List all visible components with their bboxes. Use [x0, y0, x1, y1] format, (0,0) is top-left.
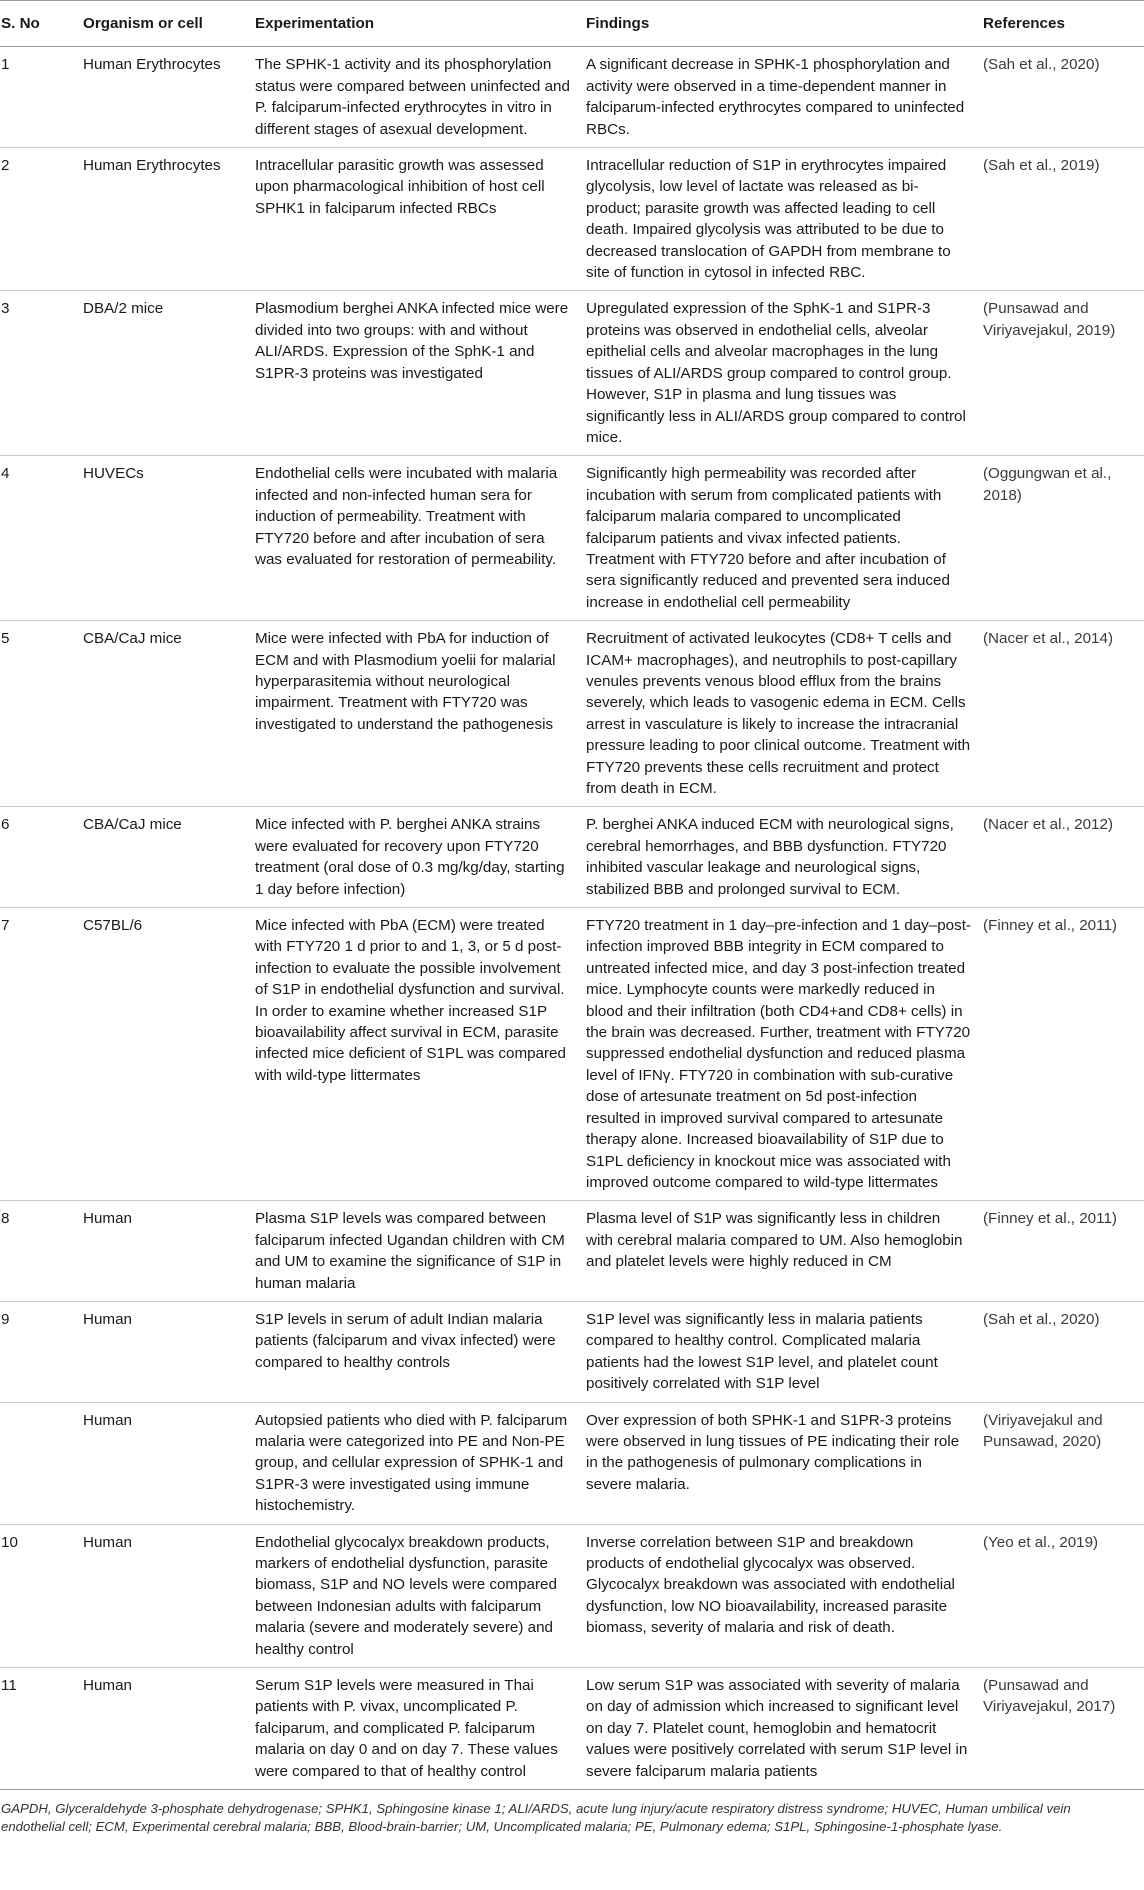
- cell-findings: FTY720 treatment in 1 day–pre-infection and 1 day–post-infection improved BBB integrity in ECM compared to untreated infected mice, and day 3 post-infection treated mice. Lymphocyte counts were markedly reduced in blood and their infiltration (both CD4+and CD8+ cells) in the brain was decreased. Further, treatment with FTY720 suppressed endothelial dysfunction and reduced plasma level of IFNγ. FTY720 in combination with sub-curative dose of artesunate treatment on 5d post-infection resulted in improved survival compared to artesunate therapy alone. Increased bioavailability of S1P due to S1PL deficiency in knockout mice was associated with improved outcome compared to wild-type littermates: [586, 908, 983, 1201]
- cell-organism: CBA/CaJ mice: [83, 807, 255, 908]
- cell-findings: Recruitment of activated leukocytes (CD8+ T cells and ICAM+ macrophages), and neutrophils to post-capillary venules prevents venous blood efflux from the brains severely, which leads to vasogenic edema in ECM. Cells arrest in vasculature is likely to increase the intracranial pressure leading to poor clinical outcome. Treatment with FTY720 prevents these cells recruitment and protect from death in ECM.: [586, 621, 983, 807]
- table-row: [0, 807, 1144, 908]
- cell-reference: (Oggungwan et al., 2018): [983, 456, 1144, 621]
- cell-reference: (Sah et al., 2020): [983, 47, 1144, 148]
- cell-organism: HUVECs: [83, 456, 255, 621]
- header-findings: Findings: [586, 1, 983, 47]
- cell-sno: 10: [0, 1524, 83, 1667]
- cell-reference: (Yeo et al., 2019): [983, 1524, 1144, 1667]
- cell-findings: Low serum S1P was associated with severity of malaria on day of admission which increased to significant level on day 7. Platelet count, hemoglobin and hematocrit values were positively correlated with serum S1P level in severe falciparum malaria patients: [586, 1668, 983, 1790]
- cell-experimentation: The SPHK-1 activity and its phosphorylation status were compared between uninfected and P. falciparum-infected erythrocytes in vitro in different stages of asexual development.: [255, 47, 586, 148]
- cell-findings: Upregulated expression of the SphK-1 and S1PR-3 proteins was observed in endothelial cells, alveolar epithelial cells and alveolar macrophages in the lung tissues of ALI/ARDS group compared to control group. However, S1P in plasma and lung tissues was significantly less in ALI/ARDS group compared to control mice.: [586, 291, 983, 456]
- table-row: [0, 1402, 1144, 1524]
- cell-reference: (Nacer et al., 2014): [983, 621, 1144, 807]
- cell-reference: (Nacer et al., 2012): [983, 807, 1144, 908]
- table-footnote: GAPDH, Glyceraldehyde 3-phosphate dehydrogenase; SPHK1, Sphingosine kinase 1; ALI/ARDS, acute lung injury/acute respiratory distress syndrome; HUVEC, Human umbilical vein endothelial cell; ECM, Experimental cerebral malaria; BBB, Blood-brain-barrier; UM, Uncomplicated malaria; PE, Pulmonary edema; S1PL, Sphingosine-1-phosphate lyase.: [1, 1801, 1071, 1835]
- cell-findings: P. berghei ANKA induced ECM with neurological signs, cerebral hemorrhages, and BBB dysfunction. FTY720 inhibited vascular leakage and neurological signs, stabilized BBB and prolonged survival to ECM.: [586, 807, 983, 908]
- cell-experimentation: Plasmodium berghei ANKA infected mice were divided into two groups: with and without ALI/ARDS. Expression of the SphK-1 and S1PR-3 proteins was investigated: [255, 291, 586, 456]
- cell-experimentation: Autopsied patients who died with P. falciparum malaria were categorized into PE and Non-PE group, and cellular expression of SPHK-1 and S1PR-3 were investigated using immune histochemistry.: [255, 1402, 586, 1524]
- cell-organism: Human: [83, 1524, 255, 1667]
- cell-sno: 11: [0, 1668, 83, 1790]
- cell-organism: CBA/CaJ mice: [83, 621, 255, 807]
- cell-findings: Inverse correlation between S1P and breakdown products of endothelial glycocalyx was observed. Glycocalyx breakdown was associated with endothelial dysfunction, low NO bioavailability, increased parasite biomass, severity of malaria and risk of death.: [586, 1524, 983, 1667]
- cell-experimentation: Mice infected with PbA (ECM) were treated with FTY720 1 d prior to and 1, 3, or 5 d post-infection to evaluate the possible involvement of S1P in endothelial dysfunction and survival. In order to examine whether increased S1P bioavailability affect survival in ECM, parasite infected mice deficient of S1PL was compared with wild-type littermates: [255, 908, 586, 1201]
- cell-organism: Human: [83, 1668, 255, 1790]
- cell-sno: 5: [0, 621, 83, 807]
- cell-findings: Plasma level of S1P was significantly less in children with cerebral malaria compared to UM. Also hemoglobin and platelet levels were highly reduced in CM: [586, 1201, 983, 1302]
- cell-reference: (Sah et al., 2020): [983, 1301, 1144, 1402]
- cell-sno: 7: [0, 908, 83, 1201]
- cell-organism: C57BL/6: [83, 908, 255, 1201]
- cell-experimentation: Endothelial glycocalyx breakdown products, markers of endothelial dysfunction, parasite biomass, S1P and NO levels were compared between Indonesian adults with falciparum malaria (severe and moderately severe) and healthy control: [255, 1524, 586, 1667]
- table-row: [0, 1201, 1144, 1302]
- cell-organism: Human: [83, 1201, 255, 1302]
- table-row: [0, 1524, 1144, 1667]
- cell-experimentation: Endothelial cells were incubated with malaria infected and non-infected human sera for induction of permeability. Treatment with FTY720 before and after incubation of sera was evaluated for restoration of permeability.: [255, 456, 586, 621]
- cell-reference: (Sah et al., 2019): [983, 148, 1144, 291]
- cell-experimentation: Intracellular parasitic growth was assessed upon pharmacological inhibition of host cell SPHK1 in falciparum infected RBCs: [255, 148, 586, 291]
- header-references: References: [983, 1, 1144, 47]
- table-row: [0, 1668, 1144, 1790]
- cell-sno: 1: [0, 47, 83, 148]
- table-row: [0, 148, 1144, 291]
- header-organism: Organism or cell: [83, 1, 255, 47]
- cell-findings: Intracellular reduction of S1P in erythrocytes impaired glycolysis, low level of lactate was released as bi-product; parasite growth was affected leading to cell death. Impaired glycolysis was attributed to be due to decreased translocation of GAPDH from membrane to site of function in cytosol in infected RBC.: [586, 148, 983, 291]
- cell-findings: Over expression of both SPHK-1 and S1PR-3 proteins were observed in lung tissues of PE indicating their role in the pathogenesis of pulmonary complications in severe malaria.: [586, 1402, 983, 1524]
- table-row: [0, 456, 1144, 621]
- cell-reference: (Finney et al., 2011): [983, 1201, 1144, 1302]
- cell-findings: Significantly high permeability was recorded after incubation with serum from complicated patients with falciparum malaria compared to uncomplicated falciparum patients and vivax infected patients. Treatment with FTY720 before and after incubation of sera significantly reduced and prevented sera induced increase in endothelial cell permeability: [586, 456, 983, 621]
- cell-sno: 8: [0, 1201, 83, 1302]
- cell-experimentation: Serum S1P levels were measured in Thai patients with P. vivax, uncomplicated P. falciparum, and complicated P. falciparum malaria on day 0 and on day 7. These values were compared to that of healthy control: [255, 1668, 586, 1790]
- cell-sno: 3: [0, 291, 83, 456]
- cell-findings: A significant decrease in SPHK-1 phosphorylation and activity were observed in a time-dependent manner in falciparum-infected erythrocytes compared to uninfected RBCs.: [586, 47, 983, 148]
- cell-experimentation: Mice were infected with PbA for induction of ECM and with Plasmodium yoelii for malarial hyperparasitemia without neurological impairment. Treatment with FTY720 was investigated to understand the pathogenesis: [255, 621, 586, 807]
- table-header-row: [0, 1, 1144, 47]
- table-row: [0, 1301, 1144, 1402]
- table-body: [0, 47, 1144, 1790]
- table-row: [0, 291, 1144, 456]
- header-experimentation: Experimentation: [255, 1, 586, 47]
- cell-findings: S1P level was significantly less in malaria patients compared to healthy control. Complicated malaria patients had the lowest S1P level, and platelet count positively correlated with S1P level: [586, 1301, 983, 1402]
- cell-organism: Human: [83, 1402, 255, 1524]
- table-row: [0, 47, 1144, 148]
- header-sno: S. No: [0, 1, 83, 47]
- cell-organism: Human Erythrocytes: [83, 47, 255, 148]
- cell-reference: (Viriyavejakul and Punsawad, 2020): [983, 1402, 1144, 1524]
- cell-experimentation: Plasma S1P levels was compared between falciparum infected Ugandan children with CM and UM to examine the significance of S1P in human malaria: [255, 1201, 586, 1302]
- cell-reference: (Finney et al., 2011): [983, 908, 1144, 1201]
- table-row: [0, 908, 1144, 1201]
- cell-sno: 9: [0, 1301, 83, 1402]
- cell-reference: (Punsawad and Viriyavejakul, 2019): [983, 291, 1144, 456]
- cell-organism: Human Erythrocytes: [83, 148, 255, 291]
- cell-sno: 6: [0, 807, 83, 908]
- cell-experimentation: Mice infected with P. berghei ANKA strains were evaluated for recovery upon FTY720 treatment (oral dose of 0.3 mg/kg/day, starting 1 day before infection): [255, 807, 586, 908]
- cell-reference: (Punsawad and Viriyavejakul, 2017): [983, 1668, 1144, 1790]
- table-row: [0, 621, 1144, 807]
- cell-organism: DBA/2 mice: [83, 291, 255, 456]
- cell-sno: 2: [0, 148, 83, 291]
- cell-sno: [0, 1402, 83, 1524]
- cell-sno: 4: [0, 456, 83, 621]
- cell-experimentation: S1P levels in serum of adult Indian malaria patients (falciparum and vivax infected) were compared to healthy controls: [255, 1301, 586, 1402]
- cell-organism: Human: [83, 1301, 255, 1402]
